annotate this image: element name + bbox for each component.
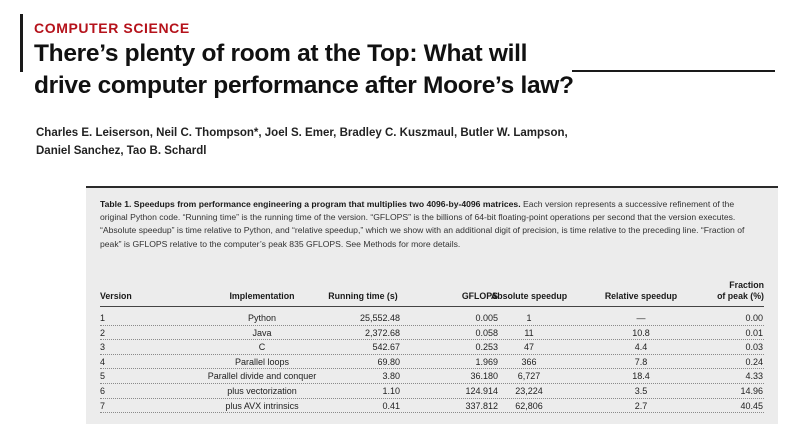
cell-gflops: 337.812 [465,400,498,411]
cell-fraction-of-peak: 40.45 [740,400,763,411]
cell-absolute-speedup: 62,806 [515,400,543,411]
cell-relative-speedup: 4.4 [634,342,648,353]
cell-absolute-speedup: 6,727 [517,371,541,382]
cell-fraction-of-peak: 4.33 [745,371,763,382]
cell-gflops: 0.005 [475,313,498,323]
table-caption-body: Each version represents a successive refinement of the original Python code. “Running time” is the running time of the version. “GFLOPS” is the billions of 64-bit floating-point operations per second that the version executes. “Absolute speedup” is time relative to Python, and “relative speedup,” which we show with an additional digit of precision, is time relative to the preceding line. “Fraction of peak” is GFLOPS relative to the computer’s peak 835 GFLOPS. See Methods for more details. [100,199,745,249]
cell-implementation: plus AVX intrinsics [225,400,299,411]
cell-running-time: 0.41 [382,400,400,411]
cell-implementation: Python [247,313,277,323]
cell-version: 4 [100,356,106,367]
cell-absolute-speedup: 23,224 [515,385,543,396]
table-row [100,326,764,341]
cell-version: 5 [100,371,106,382]
header-relative-speedup: Relative speedup [604,291,678,301]
table-row [100,340,764,355]
cell-fraction-of-peak: 0.00 [745,313,763,323]
cell-implementation: plus vectorization [227,385,297,396]
title-divider-rule [572,70,775,72]
table-header-row [100,276,764,307]
header-fraction-of-peak [698,280,764,302]
cell-gflops: 0.058 [475,327,498,338]
cell-relative-speedup: 10.8 [632,327,650,338]
table-caption-title: Table 1. Speedups from performance engineering a program that multiplies two 4096-by-4096 matrices. [100,199,521,209]
header-gflops: GFLOPS [461,291,498,301]
cell-relative-speedup: — [636,313,646,323]
cell-implementation: Parallel divide and conquer [207,371,317,382]
author-list: Charles E. Leiserson, Neil C. Thompson*, Joel S. Emer, Bradley C. Kuszmaul, Butler W. Lampson, Daniel Sanchez, Tao B. Schardl [36,127,568,157]
cell-fraction-of-peak: 0.24 [745,356,763,367]
cell-running-time: 3.80 [382,371,400,382]
cell-version: 3 [100,342,106,353]
cell-absolute-speedup: 1 [526,313,532,323]
cell-relative-speedup: 18.4 [632,371,650,382]
cell-running-time: 69.80 [377,356,400,367]
cell-implementation: C [258,342,266,353]
cell-gflops: 36.180 [470,371,498,382]
cell-fraction-of-peak: 0.01 [745,327,763,338]
cell-gflops: 1.969 [475,356,498,367]
cell-running-time: 25,552.48 [359,313,400,323]
header-running-time: Running time (s) [328,291,398,301]
cell-relative-speedup: 2.7 [634,400,648,411]
cell-version: 7 [100,400,106,411]
table-panel [86,186,778,424]
cell-fraction-of-peak: 14.96 [740,385,763,396]
table-row [100,355,764,370]
cell-gflops: 124.914 [465,385,498,396]
cell-absolute-speedup: 366 [521,356,537,367]
cell-implementation: Parallel loops [234,356,290,367]
table-row [100,369,764,384]
cell-gflops: 0.253 [475,342,498,353]
section-kicker: COMPUTER SCIENCE [34,20,190,36]
table-caption [100,198,764,251]
cell-running-time: 1.10 [382,385,400,396]
cell-relative-speedup: 7.8 [634,356,648,367]
header-fraction-line2: of peak (%) [717,291,764,301]
cell-relative-speedup: 3.5 [634,385,648,396]
cell-running-time: 2,372.68 [364,327,400,338]
cell-version: 2 [100,327,106,338]
cell-absolute-speedup: 11 [524,327,534,338]
left-accent-rule [20,14,23,72]
cell-running-time: 542.67 [372,342,400,353]
cell-version: 1 [100,313,106,323]
cell-absolute-speedup: 47 [523,342,534,353]
table-row [100,384,764,399]
table-row [100,399,764,414]
table-row [100,311,764,326]
header-implementation: Implementation [229,291,295,301]
cell-fraction-of-peak: 0.03 [745,342,763,353]
article-title: There’s plenty of room at the Top: What will drive computer performance after Moore’s law? [34,40,574,99]
header-version: Version [100,291,132,301]
cell-implementation: Java [252,327,272,338]
header-absolute-speedup: Absolute speedup [490,291,568,301]
cell-version: 6 [100,385,106,396]
table-body [100,311,764,413]
header-fraction-line1: Fraction [729,280,764,290]
